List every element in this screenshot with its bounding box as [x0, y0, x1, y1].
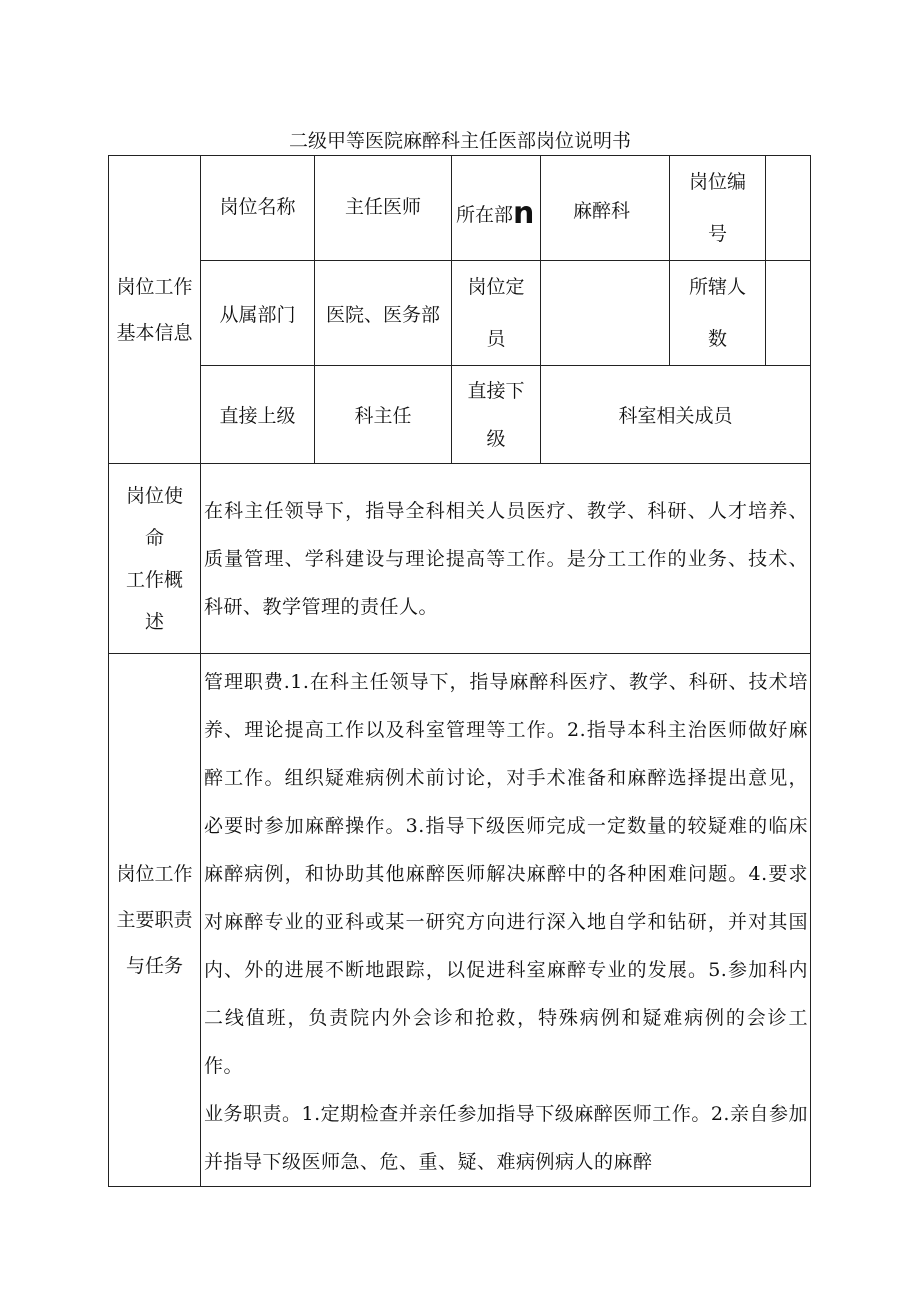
basic-info-label-line2: 基本信息: [116, 321, 193, 344]
post-code-label-line2: 号: [707, 223, 727, 245]
document-title: 二级甲等医院麻醉科主任医部岗位说明书: [288, 130, 631, 152]
dept-label-glyph: n: [513, 196, 535, 231]
quota-label-line1: 岗位定: [467, 276, 525, 298]
duties-row: [109, 654, 811, 1187]
post-name-value: 主任医师: [315, 156, 452, 261]
duties-label-line3: 与任务: [125, 955, 183, 977]
mission-label-line3: 工作概: [125, 568, 183, 591]
staff-count-label: [670, 261, 766, 366]
parent-dept-label: 从属部门: [201, 261, 315, 366]
mission-row: [109, 464, 811, 654]
business-duties-text: 业务职责。1.定期检查并亲任参加指导下级麻醉医师工作。2.亲自参加并指导下级医师急、危、重、疑、难病例病人的麻醉: [204, 1103, 808, 1173]
basic-info-row-2: [109, 261, 811, 366]
mission-label-line4: 述: [144, 610, 164, 633]
subordinate-label: [452, 366, 541, 464]
mission-label-line1: 岗位使: [125, 484, 183, 507]
mission-text: 在科主任领导下，指导全科相关人员医疗、教学、科研、人才培养、质量管理、学科建设与理论提高等工作。是分工工作的业务、技术、科研、教学管理的责任人。: [201, 464, 811, 654]
staff-count-label-line2: 数: [707, 328, 727, 350]
staff-count-label-line1: 所辖人: [688, 276, 746, 298]
dept-label: [452, 156, 541, 261]
basic-info-row-1: [109, 156, 811, 261]
subordinate-label-line1: 直接下: [467, 379, 525, 402]
post-code-label: [670, 156, 766, 261]
basic-info-label-line1: 岗位工作: [116, 275, 193, 298]
staff-count-value: [766, 261, 811, 366]
post-code-label-line1: 岗位编: [688, 171, 746, 193]
duties-label-line2: 主要职责: [116, 909, 193, 931]
parent-dept-value: 医院、医务部: [315, 261, 452, 366]
mission-label-line2: 命: [144, 526, 164, 549]
post-code-value: [766, 156, 811, 261]
quota-label-line2: 员: [486, 328, 506, 350]
dept-label-text: 所在部: [456, 204, 514, 226]
subordinate-label-line2: 级: [486, 427, 506, 450]
management-duties-text: 管理职费.1.在科主任领导下，指导麻醉科医疗、教学、科研、技术培养、理论提高工作以及科室管理等工作。2.指导本科主治医师做好麻醉工作。组织疑难病例术前讨论，对手术准备和麻醉选择提出意见，必要时参加麻醉操作。3.指导下级医师完成一定数量的较疑难的临床麻醉病例，和协助其他麻醉医师解决麻醉中的各种困难问题。4.要求对麻醉专业的亚科或某一研究方向进行深入地自学和钻研，并对其国内、外的进展不断地跟踪，以促进科室麻醉专业的发展。5.参加科内二线值班，负责院内外会诊和抢救，特殊病例和疑难病例的会诊工作。: [204, 671, 808, 1077]
quota-label: [452, 261, 541, 366]
mission-section-label: [109, 464, 201, 654]
basic-info-section-label: [109, 156, 201, 464]
duties-section-label: [109, 654, 201, 1187]
basic-info-row-3: [109, 366, 811, 464]
quota-value: [541, 261, 670, 366]
post-name-label: 岗位名称: [201, 156, 315, 261]
duties-label-line1: 岗位工作: [116, 863, 193, 885]
subordinate-value: 科室相关成员: [541, 366, 811, 464]
superior-label: 直接上级: [201, 366, 315, 464]
dept-value: 麻醉科: [541, 156, 670, 261]
job-description-table: [108, 155, 811, 1187]
duties-content: [201, 654, 811, 1187]
superior-value: 科主任: [315, 366, 452, 464]
